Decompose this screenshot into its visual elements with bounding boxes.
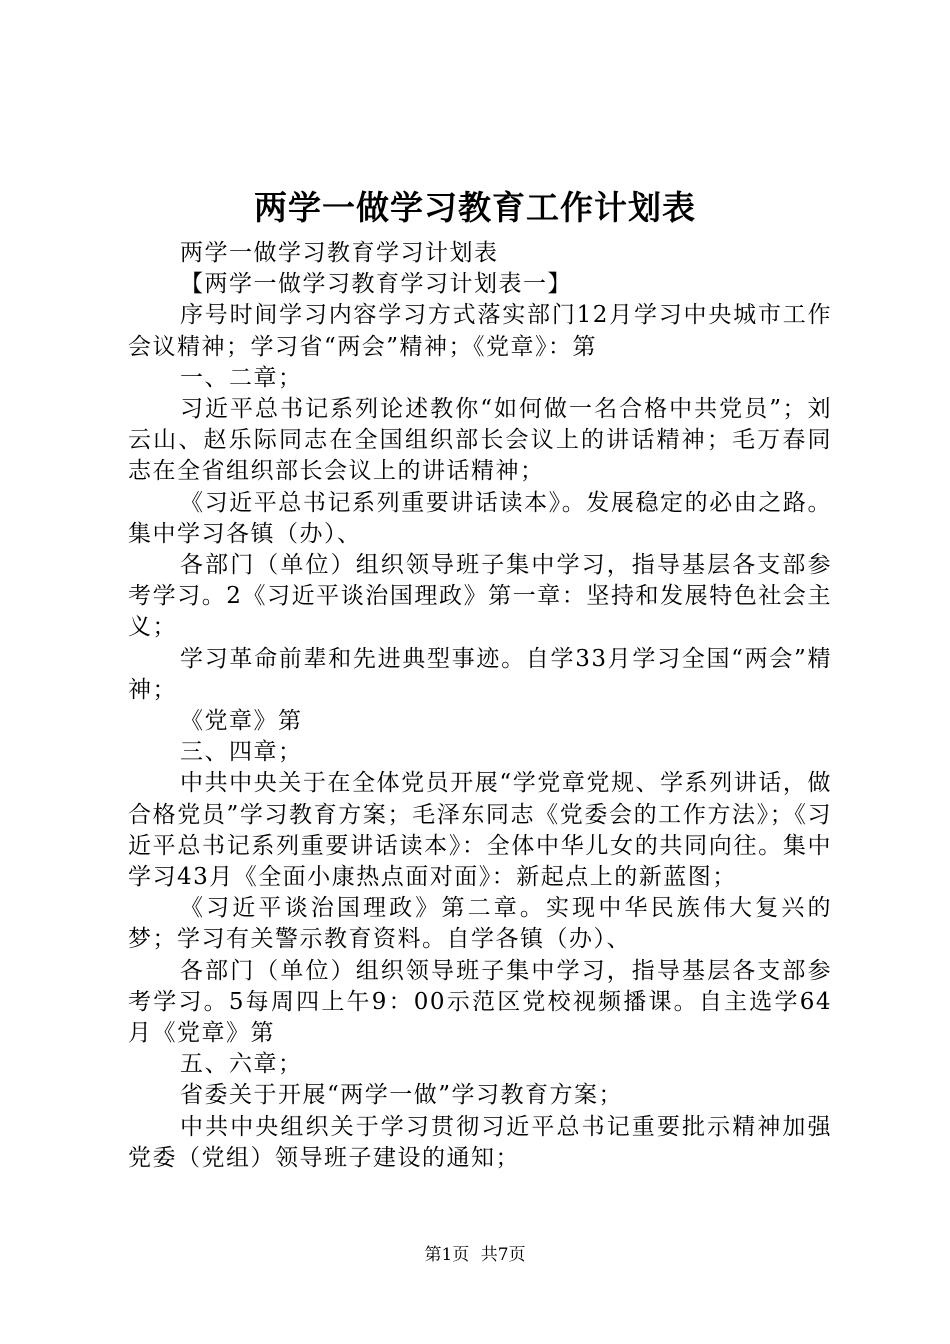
paragraph: 学习革命前辈和先进典型事迹。自学33月学习全国“两会”精神； (128, 645, 832, 703)
document-title: 两学一做学习教育工作计划表 (254, 188, 696, 227)
paragraph: 中共中央关于在全体党员开展“学党章党规、学系列讲话，做合格党员”学习教育方案；毛泽东同志《党委会的工作方法》；《习近平总书记系列重要讲话读本》：全体中华儿女的共同向往。集中学习43月《全面小康热点面对面》：新起点上的新蓝图； (128, 770, 832, 891)
paragraph: 三、四章； (180, 739, 303, 766)
page-footer (0, 1244, 950, 1266)
page-total: 共7页 (480, 1245, 526, 1265)
paragraph: 各部门（单位）组织领导班子集中学习，指导基层各支部参考学习。5每周四上午9：00示范区党校视频播课。自主选学64月《党章》第 (128, 957, 832, 1047)
paragraph: 序号时间学习内容学习方式落实部门12月学习中央城市工作会议精神；学习省“两会”精神；《党章》：第 (128, 302, 832, 360)
page-number: 第1页 (424, 1245, 470, 1265)
paragraph: 五、六章； (180, 1051, 303, 1078)
paragraph: 习近平总书记系列论述教你“如何做一名合格中共党员”；刘云山、赵乐际同志在全国组织部长会议上的讲话精神；毛万春同志在全省组织部长会议上的讲话精神； (128, 396, 832, 485)
paragraph: 【两学一做学习教育学习计划表一】 (180, 271, 572, 298)
paragraph: 《习近平谈治国理政》第二章。实现中华民族伟大复兴的梦；学习有关警示教育资料。自学各镇（办）、 (128, 895, 832, 953)
paragraph: 省委关于开展“两学一做”学习教育方案； (180, 1082, 624, 1109)
paragraph: 《习近平总书记系列重要讲话读本》。发展稳定的必由之路。集中学习各镇（办）、 (128, 489, 832, 547)
paragraph: 中共中央组织关于学习贯彻习近平总书记重要批示精神加强党委（党组）领导班子建设的通知； (128, 1113, 832, 1171)
paragraph: 一、二章； (180, 364, 303, 391)
paragraph: 各部门（单位）组织领导班子集中学习，指导基层各支部参考学习。2《习近平谈治国理政》第一章：坚持和发展特色社会主义； (128, 552, 832, 641)
paragraph: 两学一做学习教育学习计划表 (180, 240, 499, 266)
document-body (128, 238, 832, 1174)
paragraph: 《党章》第 (180, 708, 303, 735)
